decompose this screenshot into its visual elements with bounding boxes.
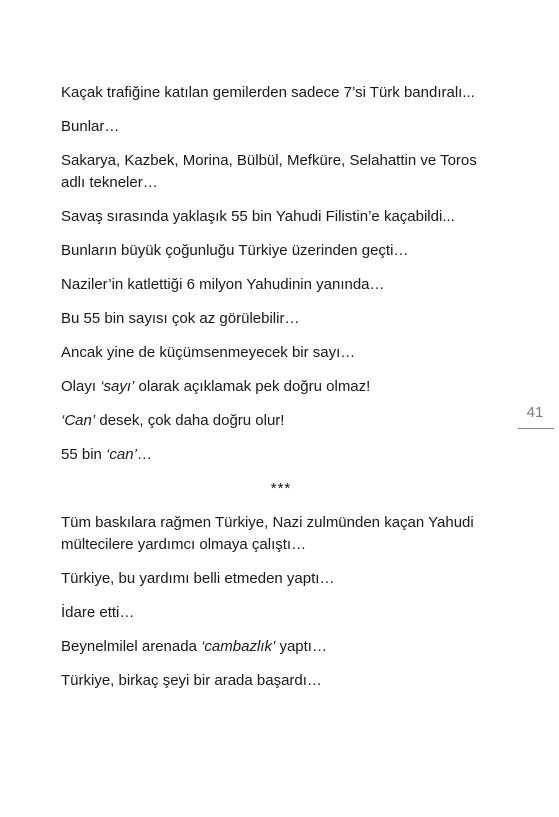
text-run: İdare etti… xyxy=(61,604,135,621)
paragraph xyxy=(61,376,501,398)
page-number-rule xyxy=(518,428,554,429)
text-run: Beynelmilel arenada xyxy=(61,638,202,655)
text-run: Türkiye, bu yardımı belli etmeden yaptı… xyxy=(61,570,335,587)
italic-text: ‘sayı’ xyxy=(100,378,135,395)
italic-text: ‘cambazlık’ xyxy=(201,638,276,655)
text-run: olarak açıklamak pek doğru olmaz! xyxy=(134,378,371,395)
paragraph xyxy=(61,602,501,624)
paragraph xyxy=(61,568,501,590)
text-run: Kaçak trafiğine katılan gemilerden sadece 7’si Türk bandıralı... xyxy=(61,84,475,101)
paragraph xyxy=(61,82,501,104)
text-run: Ancak yine de küçümsenmeyecek bir sayı… xyxy=(61,344,356,361)
text-run: yaptı… xyxy=(275,638,327,655)
paragraph xyxy=(61,150,501,194)
text-run: Olayı xyxy=(61,378,101,395)
text-run: Sakarya, Kazbek, Morina, Bülbül, Mefküre, Selahattin ve Toros adlı tekneler… xyxy=(61,152,477,191)
paragraph xyxy=(61,670,501,692)
text-run: *** xyxy=(270,480,292,497)
text-run: Tüm baskılara rağmen Türkiye, Nazi zulmünden kaçan Yahudi mültecilere yardımcı olmaya çalıştı… xyxy=(61,514,474,553)
body-text xyxy=(61,82,501,704)
paragraph xyxy=(61,636,501,658)
italic-text: ‘can’ xyxy=(106,446,137,463)
text-run: Bunlar… xyxy=(61,118,120,135)
text-run: desek, çok daha doğru olur! xyxy=(95,412,285,429)
text-run: Naziler’in katlettiği 6 milyon Yahudinin yanında… xyxy=(61,276,385,293)
italic-text: ‘Can’ xyxy=(61,412,96,429)
paragraph xyxy=(61,308,501,330)
text-run: 55 bin xyxy=(61,446,107,463)
paragraph xyxy=(61,274,501,296)
text-run: Bunların büyük çoğunluğu Türkiye üzerinden geçti… xyxy=(61,242,409,259)
text-run: Savaş sırasında yaklaşık 55 bin Yahudi Filistin’e kaçabildi... xyxy=(61,208,455,225)
paragraph xyxy=(61,240,501,262)
paragraph xyxy=(61,116,501,138)
paragraph xyxy=(61,512,501,556)
paragraph xyxy=(61,342,501,364)
paragraph xyxy=(61,410,501,432)
paragraph xyxy=(61,444,501,466)
text-run: Bu 55 bin sayısı çok az görülebilir… xyxy=(61,310,300,327)
section-separator xyxy=(61,478,501,500)
page-number: 41 xyxy=(526,404,544,421)
text-run: … xyxy=(136,446,152,463)
text-run: Türkiye, birkaç şeyi bir arada başardı… xyxy=(61,672,322,689)
paragraph xyxy=(61,206,501,228)
